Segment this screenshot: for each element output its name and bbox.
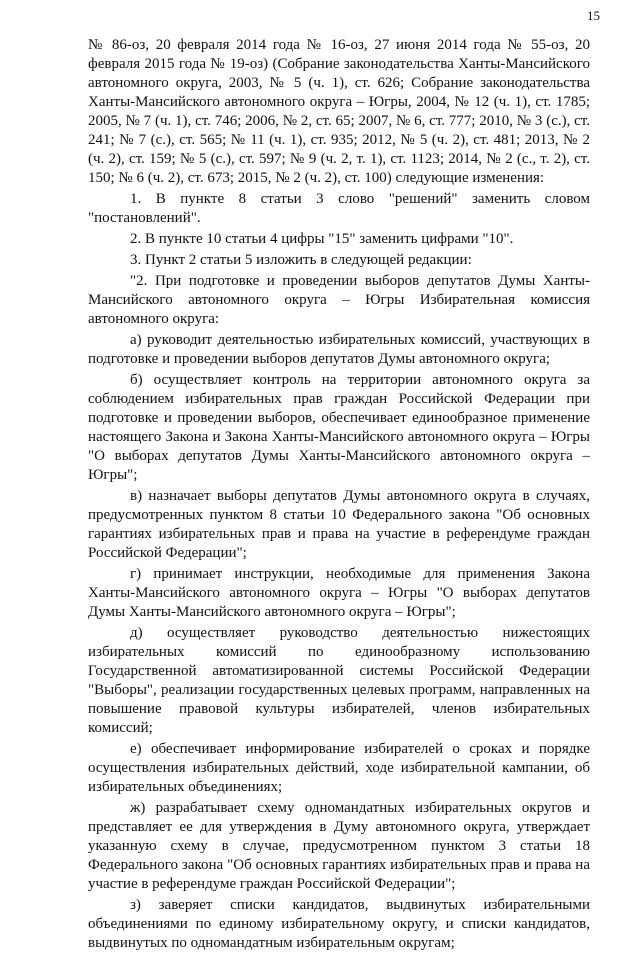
paragraph-subitem-b: б) осуществляет контроль на территории автономного округа за соблюдением избирательных прав граждан Российской Федерации при подготовке и проведении выборов, обеспечивает единообразное применение настоящего Закона и Закона Ханты-Мансийского автономного округа – Югры "О выборах депутатов Думы Ханты-Мансийского автономного округа – Югры";: [88, 372, 590, 483]
paragraph-item-3: 3. Пункт 2 статьи 5 изложить в следующей редакции:: [130, 252, 472, 268]
paragraph-item-2: 2. В пункте 10 статьи 4 цифры "15" заменить цифрами "10".: [130, 231, 514, 247]
paragraph-item-1: 1. В пункте 8 статьи 3 слово "решений" заменить словом "постановлений".: [88, 191, 590, 226]
paragraph-subitem-z: з) заверяет списки кандидатов, выдвинутых избирательными объединениями по единому избирательному округу, и списки кандидатов, выдвинутых по одномандатным избирательным округам;: [88, 897, 590, 951]
paragraph-clause-2: "2. При подготовке и проведении выборов депутатов Думы Ханты-Мансийского автономного округа – Югры Избирательная комиссия автономного округа:: [88, 273, 590, 327]
paragraph-subitem-g: г) принимает инструкции, необходимые для применения Закона Ханты-Мансийского автономного округа – Югры "О выборах депутатов Думы Ханты-Мансийского автономного округа – Югры";: [88, 566, 590, 620]
paragraph-subitem-zh: ж) разрабатывает схему одномандатных избирательных округов и представляет ее для утверждения в Думу автономного округа, утверждает указанную схему в случае, предусмотренном пунктом 3 статьи 18 Федерального закона "Об основных гарантиях избирательных прав и права на участие в референдуме граждан Российской Федерации";: [88, 800, 590, 892]
paragraph-subitem-v: в) назначает выборы депутатов Думы автономного округа в случаях, предусмотренных пунктом 8 статьи 10 Федерального закона "Об основных гарантиях избирательных прав и права на участие в референдуме граждан Российской Федерации";: [88, 488, 590, 561]
page-number: 15: [587, 8, 600, 23]
paragraph-subitem-d: д) осуществляет руководство деятельностью нижестоящих избирательных комиссий по единообразному использованию Государственной автоматизированной системы Российской Федерации "Выборы", реализации государственных целевых программ, направленных на повышение правовой культуры избирателей, членов избирательных комиссий;: [88, 625, 590, 736]
paragraph-subitem-e: е) обеспечивает информирование избирателей о сроках и порядке осуществления избирательных действий, ходе избирательной кампании, об избирательных объединениях;: [88, 741, 590, 795]
paragraph-intro: № 86-оз, 20 февраля 2014 года № 16-оз, 27 июня 2014 года № 55-оз, 20 февраля 2015 года № 19-оз) (Собрание законодательства Ханты-Мансийского автономного округа, 2003, № 5 (ч. 1), ст. 626; Собрание законодательства Ханты-Мансийского автономного округа – Югры, 2004, № 12 (ч. 1), ст. 1785; 2005, № 7 (ч. 1), ст. 746; 2006, № 2, ст. 65; 2007, № 6, ст. 777; 2010, № 3 (с.), ст. 241; № 7 (с.), ст. 565; № 11 (ч. 1), ст. 935; 2012, № 5 (ч. 2), ст. 481; 2013, № 2 (ч. 2), ст. 159; № 5 (с.), ст. 597; № 9 (ч. 2, т. 1), ст. 1123; 2014, № 2 (с., т. 2), ст. 150; № 6 (ч. 2), ст. 673; 2015, № 2 (ч. 2), ст. 100) следующие изменения:: [88, 37, 590, 186]
paragraph-subitem-a: а) руководит деятельностью избирательных комиссий, участвующих в подготовке и проведении выборов депутатов Думы автономного округа;: [88, 332, 590, 367]
document-body: [88, 36, 590, 955]
